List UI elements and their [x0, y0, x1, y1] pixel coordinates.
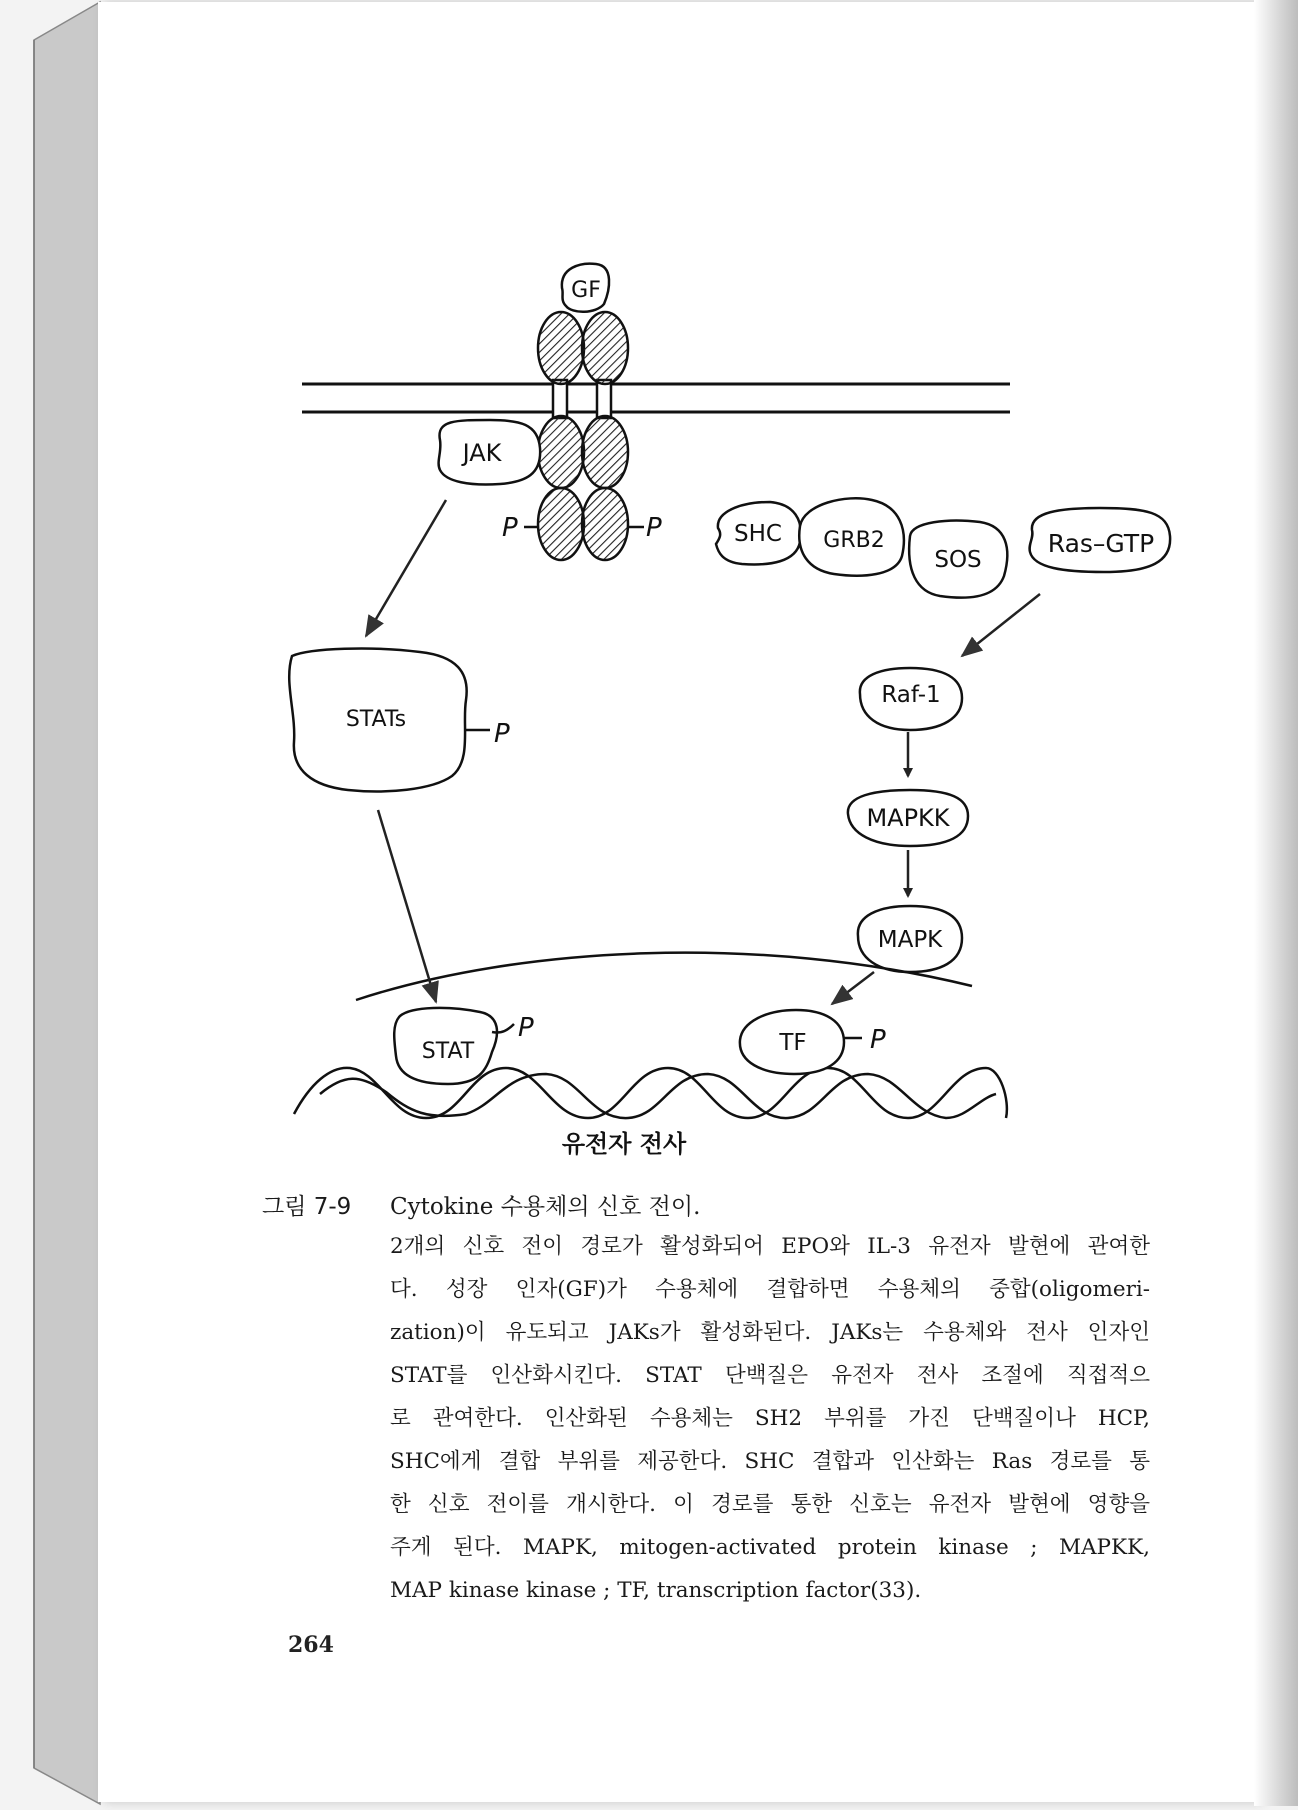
caption-line: 로 관여한다. 인산화된 수용체는 SH2 부위를 가진 단백질이나 HCP, — [390, 1406, 1150, 1431]
figure-number: 그림 7-9 — [262, 1194, 352, 1220]
shc-label: SHC — [734, 521, 782, 547]
arrow-jak-to-stats — [366, 500, 446, 636]
cell-membrane — [302, 384, 1010, 412]
gf-label: GF — [571, 278, 601, 303]
caption-line: STAT를 인산화시킨다. STAT 단백질은 유전자 전사 조절에 직접적으 — [390, 1363, 1150, 1388]
caption-line: 한 신호 전이를 개시한다. 이 경로를 통한 신호는 유전자 발현에 영향을 — [390, 1492, 1150, 1517]
phospho-label: P — [518, 1013, 534, 1043]
stats-label: STATs — [345, 707, 407, 732]
stat-node — [394, 1008, 534, 1084]
raf1-label: Raf-1 — [881, 682, 941, 708]
mapk-node — [858, 906, 962, 972]
arrow-stats-to-stat — [378, 810, 436, 1002]
caption-body — [390, 1225, 1150, 1612]
grb2-node — [799, 498, 904, 575]
stat-label: STAT — [421, 1039, 475, 1064]
p-left-group — [502, 513, 518, 543]
figure-caption — [262, 1188, 1162, 1612]
caption-line: 주게 된다. MAPK, mitogen-activated protein kinase ; MAPKK, — [390, 1535, 1150, 1560]
gf-node — [562, 264, 609, 312]
receptor-subunit — [582, 488, 628, 560]
ras-gtp-label: Ras–GTP — [1047, 529, 1155, 558]
caption-line: 다. 성장 인자(GF)가 수용체에 결합하면 수용체의 중합(oligomeri- — [390, 1277, 1150, 1302]
receptor-subunit — [538, 488, 584, 560]
shc-node — [716, 502, 801, 564]
caption-line: MAP kinase kinase ; TF, transcription factor(33). — [390, 1578, 922, 1603]
mapkk-label: MAPKK — [866, 804, 950, 832]
gene-transcription-label: 유전자 전사 — [561, 1130, 687, 1158]
receptor-subunit — [538, 312, 584, 384]
phospho-label: P — [494, 719, 510, 749]
caption-line: 2개의 신호 전이 경로가 활성화되어 EPO와 IL-3 유전자 발현에 관여한 — [390, 1234, 1150, 1259]
sos-label: SOS — [934, 547, 982, 573]
raf1-node — [860, 668, 962, 730]
jak-node — [439, 420, 541, 484]
sos-node — [909, 521, 1007, 598]
receptor-subunit — [538, 416, 584, 488]
receptor-dimer — [524, 312, 644, 560]
p-right-group — [646, 513, 662, 543]
mapk-label: MAPK — [877, 927, 943, 953]
page-number: 264 — [288, 1632, 334, 1658]
receptor-subunit — [582, 416, 628, 488]
stats-node — [289, 649, 510, 792]
tf-node — [740, 1010, 886, 1074]
jak-label: JAK — [462, 439, 502, 467]
dna-helix — [294, 1068, 1007, 1118]
phospho-label: P — [646, 513, 662, 543]
receptor-subunit — [582, 312, 628, 384]
tf-label: TF — [779, 1030, 807, 1056]
caption-line: zation)이 유도되고 JAKs가 활성화된다. JAKs는 수용체와 전사 인자인 — [390, 1320, 1150, 1345]
mapkk-node — [848, 790, 968, 846]
phospho-label: P — [502, 513, 518, 543]
grb2-label: GRB2 — [823, 528, 885, 553]
arrow-ras-to-raf1 — [962, 594, 1040, 656]
caption-heading — [262, 1188, 1162, 1221]
figure-title: Cytokine 수용체의 신호 전이. — [390, 1194, 701, 1220]
arrow-mapk-to-tf — [832, 972, 874, 1004]
phospho-label: P — [870, 1025, 886, 1055]
caption-line: SHC에게 결합 부위를 제공한다. SHC 결합과 인산화는 Ras 경로를 통 — [390, 1449, 1150, 1474]
ras-gtp-node — [1030, 508, 1171, 572]
